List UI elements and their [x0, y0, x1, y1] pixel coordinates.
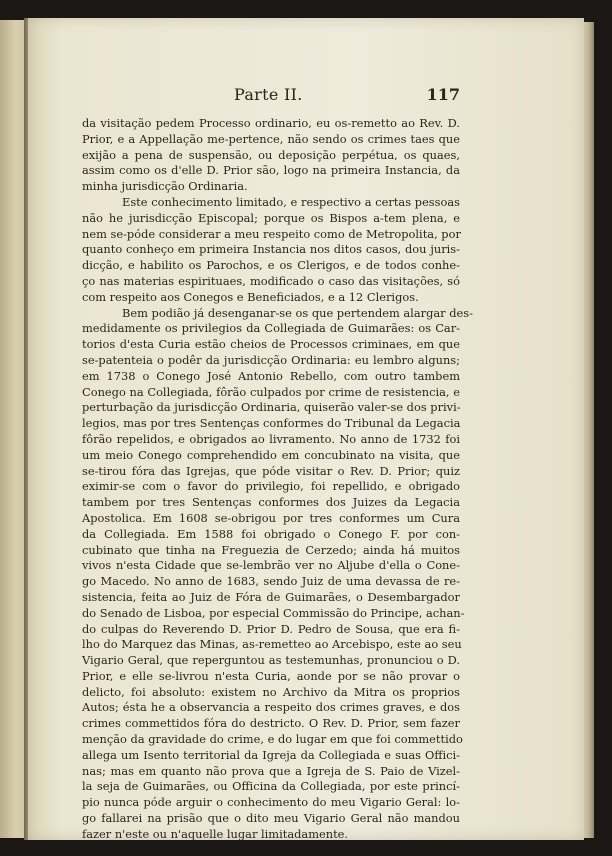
text-line: da visitação pedem Processo ordinario, eu os-remetto ao Rev. D. — [82, 116, 460, 130]
facing-page-edge — [0, 20, 26, 838]
text-line: dicção, e habilito os Parochos, e os Clerigos, e de todos conhe- — [82, 258, 460, 273]
text-line: la seja de Guimarães, ou Officina da Collegiada, por este princí- — [82, 779, 460, 794]
text-line: Este conhecimento limitado, e respectivo a certas pessoas — [122, 194, 460, 209]
text-line: lho do Marquez das Minas, as-remetteo ao Arcebispo, este ao seu — [82, 637, 462, 652]
page-stack-edge — [584, 22, 594, 838]
text-line: eximir-se com o favor do privilegio, foi repellido, e obrigado — [82, 479, 460, 494]
text-line: go fallarei na prisão que o dito meu Vigario Geral não mandou — [82, 811, 460, 826]
body-text — [82, 116, 473, 843]
text-line: nem se-póde considerar a meu respeito como de Metropolita, por — [82, 226, 461, 241]
text-line: crimes commettidos fóra do destricto. O Rev. D. Prior, sem fazer — [82, 716, 460, 731]
running-title: Parte II. — [234, 85, 303, 104]
text-line: Prior, e a Appellação me-pertence, não sendo os crimes taes que — [82, 131, 460, 146]
text-line: da Collegiada. Em 1588 foi obrigado o Conego F. por con- — [82, 526, 460, 541]
text-line: se-tirou fóra das Igrejas, que póde visitar o Rev. D. Prior; quiz — [82, 463, 460, 478]
text-line: Conego na Collegiada, fôrão culpados por crime de resistencia, e — [82, 384, 460, 399]
text-line: exijão a pena de suspensão, ou deposição perpétua, os quaes, — [82, 147, 460, 162]
text-line: tambem por tres Sentenças conformes dos Juizes da Legacia — [82, 495, 460, 510]
text-line: quanto conheço em primeira Instancia nos ditos casos, dou juris- — [82, 242, 460, 257]
text-line: nas; mas em quanto não prova que a Igreja de S. Paio de Vizel- — [82, 763, 460, 778]
text-line: torios d'esta Curia estão cheios de Processos criminaes, em que — [82, 337, 460, 352]
text-line: vivos n'esta Cidade que se-lembrão ver no Aljube d'ella o Cone- — [82, 558, 460, 573]
text-line: do Senado de Lisboa, por especial Commissão do Principe, achan- — [82, 605, 465, 620]
text-line: Bem podião já desenganar-se os que pertendem alargar des- — [122, 305, 473, 320]
text-line: não he jurisdicção Episcopal; porque os Bispos a-tem plena, e — [82, 210, 460, 225]
text-line: medidamente os privilegios da Collegiada de Guimarães: os Car- — [82, 321, 460, 336]
text-line: um meio Conego comprehendido em concubinato na visita, que — [82, 447, 460, 462]
text-line: delicto, foi absoluto: existem no Archivo da Mitra os proprios — [82, 684, 460, 699]
text-line: perturbação da jurisdicção Ordinaria, quiserão valer-se dos privi- — [82, 400, 461, 415]
page-number: 117 — [426, 85, 460, 104]
text-line: Autos; ésta he a observancia a respeito dos crimes graves, e dos — [82, 700, 460, 715]
text-line: Vigario Geral, que reperguntou as testemunhas, pronunciou o D. — [82, 653, 460, 668]
text-line: se-patenteia o podêr da jurisdicção Ordinaria: eu lembro alguns; — [82, 352, 460, 367]
text-line: legios, mas por tres Sentenças conformes do Tribunal da Legacia — [82, 416, 461, 431]
text-line: go Macedo. No anno de 1683, sendo Juiz de uma devassa de re- — [82, 574, 460, 589]
text-line: pio nunca póde arguir o conhecimento do meu Vigario Geral: lo- — [82, 795, 460, 810]
text-line: cubinato que tinha na Freguezia de Cerzedo; ainda há muitos — [82, 542, 460, 557]
text-line: assim como os d'elle D. Prior são, logo na primeira Instancia, da — [82, 163, 460, 178]
text-line: fôrão repelidos, e obrigados ao livramento. No anno de 1732 foi — [82, 431, 460, 446]
text-line: sistencia, feita ao Juiz de Fóra de Guimarães, o Desembargador — [82, 589, 460, 604]
text-line: menção da gravidade do crime, e do lugar em que foi commettido — [82, 732, 463, 747]
text-line: fazer n'este ou n'aquelle lugar limitadamente. — [82, 826, 349, 841]
text-line: Prior, e elle se-livrou n'esta Curia, aonde por se não provar o — [82, 668, 460, 683]
text-line: do culpas do Reverendo D. Prior D. Pedro de Sousa, que era fi- — [82, 621, 460, 636]
text-line: com respeito aos Conegos e Beneficiados, e a 12 Clerigos. — [82, 289, 419, 304]
text-line: em 1738 o Conego José Antonio Rebello, com outro tambem — [82, 368, 460, 383]
text-line: minha jurisdicção Ordinaria. — [82, 179, 248, 194]
text-line: ço nas materias espirituaes, modificado o caso das visitações, só — [82, 273, 460, 288]
page-header — [82, 83, 460, 107]
text-line: Apostolica. Em 1608 se-obrigou por tres conformes um Cura — [82, 510, 460, 525]
text-line: allega um Isento territorial da Igreja da Collegiada e suas Offici- — [82, 747, 460, 762]
